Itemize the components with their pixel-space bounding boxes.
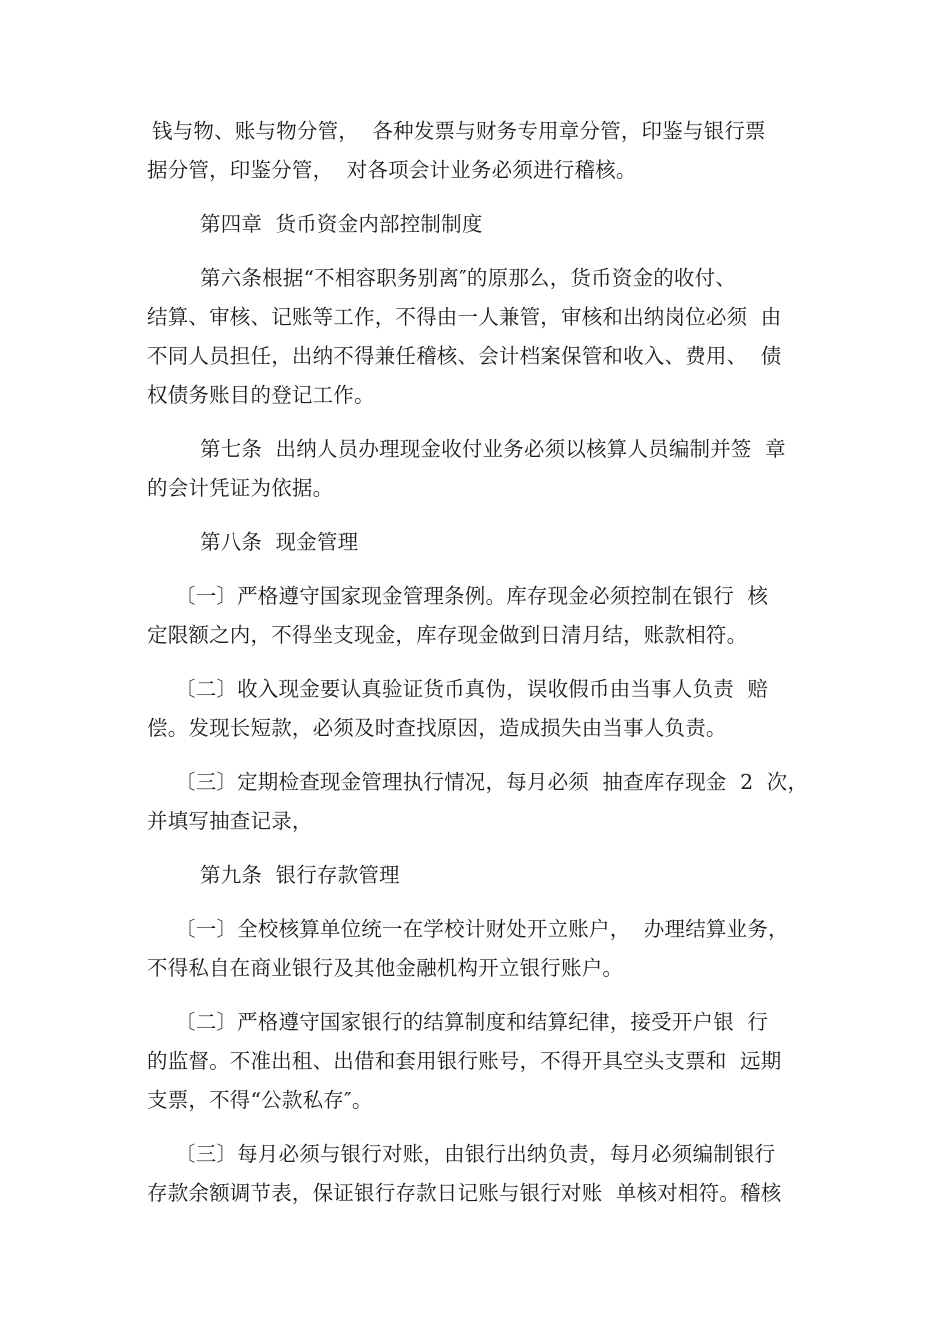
text-line: 〔二〕收入现金要认真验证货币真伪，误收假币由当事人负责 赔 [175, 677, 769, 701]
text-line: 钱与物、账与物分管， 各种发票与财务专用章分管，印鉴与银行票 [152, 119, 766, 143]
text-line: 存款余额调节表，保证银行存款日记账与银行对账 单核对相符。稽核 [147, 1181, 782, 1205]
text-line: 〔三〕定期检查现金管理执行情况，每月必须 抽查库存现金 2 次， [175, 770, 809, 794]
section-heading: 第八条 现金管理 [200, 530, 359, 554]
text-line: 并填写抽查记录， [147, 809, 313, 833]
text-line: 的会计凭证为依据。 [147, 476, 334, 500]
text-line: 〔二〕严格遵守国家银行的结算制度和结算纪律，接受开户银 行 [175, 1010, 769, 1034]
text-line: 支票，不得“公款私存″。 [147, 1088, 373, 1112]
text-line: 第六条根据“不相容职务别离″的原那么，货币资金的收付、 [200, 266, 737, 290]
text-line: 结算、审核、记账等工作，不得由一人兼管，审核和出纳岗位必须 由 [147, 305, 782, 329]
section-heading: 第九条 银行存款管理 [200, 863, 400, 887]
text-line: 据分管，印鉴分管， 对各项会计业务必须进行稽核。 [147, 158, 637, 182]
text-line: 的监督。不准出租、出借和套用银行账号，不得开具空头支票和 远期 [147, 1049, 782, 1073]
text-line: 第七条 出纳人员办理现金收付业务必须以核算人员编制并签 章 [200, 437, 786, 461]
text-line: 〔一〕全校核算单位统一在学校计财处开立账户， 办理结算业务， [175, 917, 789, 941]
chapter-heading: 第四章 货币资金内部控制制度 [200, 212, 483, 236]
text-line: 不得私自在商业银行及其他金融机构开立银行账户。 [147, 956, 624, 980]
text-line: 偿。发现长短款，必须及时查找原因，造成损失由当事人负责。 [147, 716, 727, 740]
text-line: 〔一〕严格遵守国家现金管理条例。库存现金必须控制在银行 核 [175, 584, 769, 608]
text-line: 不同人员担任，出纳不得兼任稽核、会计档案保管和收入、费用、 债 [147, 344, 782, 368]
text-line: 权债务账目的登记工作。 [147, 383, 375, 407]
text-line: 〔三〕每月必须与银行对账，由银行出纳负责，每月必须编制银行 [175, 1142, 776, 1166]
text-line: 定限额之内，不得坐支现金，库存现金做到日清月结，账款相符。 [147, 623, 748, 647]
